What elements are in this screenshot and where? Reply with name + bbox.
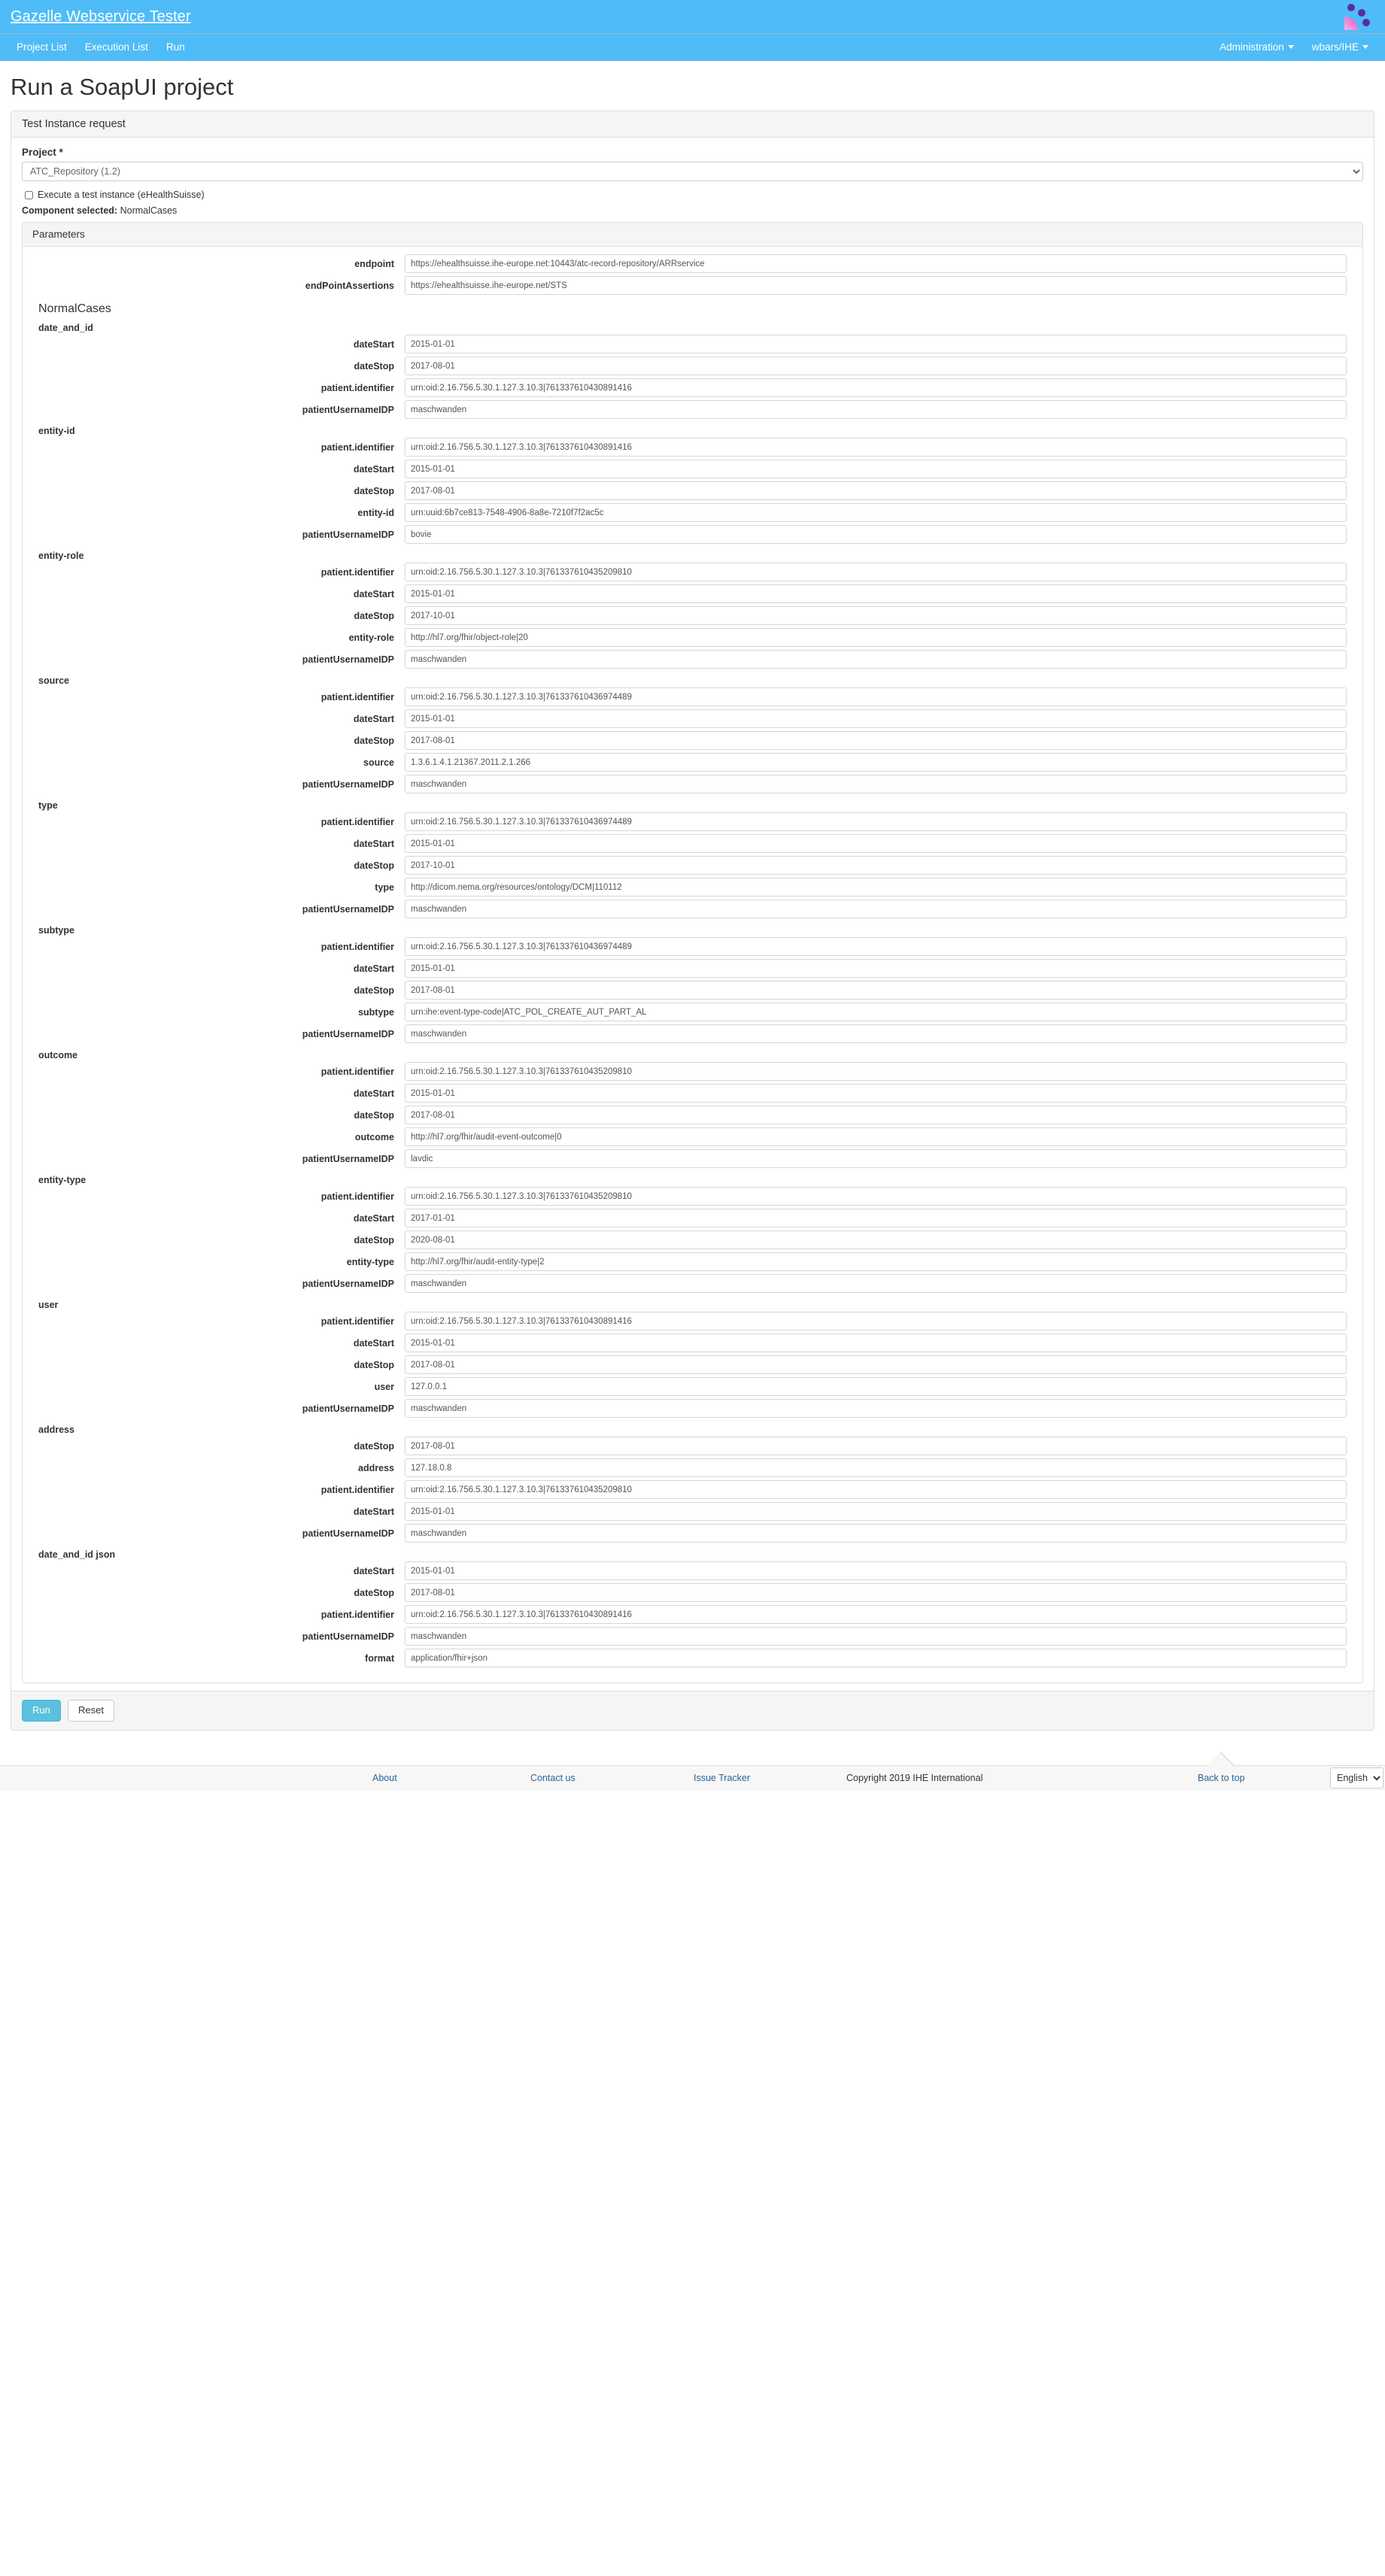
param-input[interactable]: [405, 335, 1347, 353]
param-input[interactable]: [405, 1084, 1347, 1103]
language-select[interactable]: [1330, 1767, 1383, 1789]
param-label: dateStart: [353, 1212, 394, 1224]
param-row: [32, 1084, 1353, 1103]
param-field-wrap: [405, 1649, 1353, 1667]
run-button[interactable]: Run: [22, 1700, 61, 1722]
param-row: [32, 650, 1353, 669]
param-row: [32, 1502, 1353, 1521]
param-field-wrap: [405, 1377, 1353, 1396]
footer-copyright: Copyright 2019 IHE International: [846, 1773, 983, 1784]
param-row: [32, 1605, 1353, 1624]
param-input[interactable]: [405, 1274, 1347, 1293]
param-field-wrap: [405, 878, 1353, 897]
param-field-wrap: [405, 1583, 1353, 1602]
param-row: [32, 1627, 1353, 1646]
nav-administration-label: Administration: [1219, 41, 1284, 53]
param-label: dateStart: [353, 838, 394, 849]
reset-button[interactable]: Reset: [68, 1700, 114, 1722]
param-row: [32, 481, 1353, 500]
param-row: [32, 1649, 1353, 1667]
param-row: [32, 1252, 1353, 1271]
param-label: dateStop: [354, 1587, 394, 1598]
param-label: dateStop: [354, 985, 394, 996]
param-field-wrap: [405, 1003, 1353, 1021]
param-input[interactable]: [405, 753, 1347, 772]
param-row: [32, 753, 1353, 772]
param-label: patient.identifier: [320, 441, 394, 453]
param-input[interactable]: [405, 1583, 1347, 1602]
param-field-wrap: [405, 709, 1353, 728]
param-label: dateStop: [354, 1440, 394, 1452]
param-input[interactable]: [405, 481, 1347, 500]
param-input[interactable]: [405, 628, 1347, 647]
param-label: patientUsernameIDP: [302, 1631, 394, 1642]
param-input[interactable]: [405, 357, 1347, 375]
nav-run[interactable]: Run: [166, 41, 185, 53]
param-label: dateStart: [353, 588, 394, 599]
param-label: user: [374, 1381, 394, 1392]
param-input[interactable]: [405, 584, 1347, 603]
param-input[interactable]: [405, 438, 1347, 457]
param-input[interactable]: [405, 959, 1347, 978]
param-field-wrap: [405, 900, 1353, 918]
back-to-top-arrow-icon: [1207, 1752, 1233, 1766]
param-row: [32, 900, 1353, 918]
param-label: patient.identifier: [320, 691, 394, 702]
param-label: dateStart: [353, 1088, 394, 1099]
param-input[interactable]: [405, 1127, 1347, 1146]
param-row: [32, 1583, 1353, 1602]
param-row: [32, 378, 1353, 397]
param-field-wrap: [405, 357, 1353, 375]
param-label: address: [358, 1462, 394, 1473]
param-label: patientUsernameIDP: [302, 1403, 394, 1414]
param-input[interactable]: [405, 400, 1347, 419]
param-label: patientUsernameIDP: [302, 1153, 394, 1164]
param-input[interactable]: [405, 937, 1347, 956]
param-field-wrap: [405, 731, 1353, 750]
param-label: patient.identifier: [320, 816, 394, 827]
language-select-wrap: [1330, 1767, 1383, 1789]
param-row: [32, 834, 1353, 853]
param-field-wrap: [405, 503, 1353, 522]
param-group-title: entity-type: [38, 1175, 87, 1186]
param-row: [32, 503, 1353, 522]
param-field-wrap: [405, 1437, 1353, 1455]
execute-test-instance-label: Execute a test instance (eHealthSuisse): [38, 190, 205, 201]
page-content: [0, 74, 1385, 1731]
param-input[interactable]: [405, 731, 1347, 750]
param-field-wrap: [405, 460, 1353, 478]
param-label: dateStop: [354, 1109, 394, 1121]
param-row: [32, 525, 1353, 544]
param-input[interactable]: [405, 563, 1347, 581]
param-group-title: user: [38, 1300, 59, 1311]
param-group-title: date_and_id json: [38, 1549, 116, 1561]
param-field-wrap: [405, 1106, 1353, 1124]
param-row: [32, 687, 1353, 706]
param-input[interactable]: [405, 1377, 1347, 1396]
param-label: entity-id: [357, 507, 394, 518]
param-row: [32, 438, 1353, 457]
param-label: dateStop: [354, 1359, 394, 1370]
param-row: [32, 254, 1353, 273]
param-row: [32, 628, 1353, 647]
param-field-wrap: [405, 254, 1353, 273]
param-input[interactable]: [405, 460, 1347, 478]
test-suite-title: NormalCases: [38, 302, 111, 316]
param-row: [32, 1377, 1353, 1396]
footer-back-to-top-link[interactable]: Back to top: [1198, 1773, 1245, 1784]
parameters-body: [23, 247, 1362, 1682]
param-field-wrap: [405, 1084, 1353, 1103]
param-label: dateStop: [354, 1234, 394, 1246]
param-group-title: source: [38, 675, 69, 687]
param-input[interactable]: [405, 606, 1347, 625]
param-field-wrap: [405, 687, 1353, 706]
nav-user-menu-label: wbars/IHE: [1311, 41, 1359, 53]
param-field-wrap: [405, 584, 1353, 603]
param-field-wrap: [405, 1627, 1353, 1646]
param-field-wrap: [405, 1312, 1353, 1330]
param-input[interactable]: [405, 775, 1347, 793]
param-row: [32, 335, 1353, 353]
param-field-wrap: [405, 775, 1353, 793]
param-label: type: [375, 881, 394, 893]
form-actions: [11, 1691, 1374, 1730]
param-input[interactable]: [405, 1149, 1347, 1168]
param-input[interactable]: [405, 1502, 1347, 1521]
param-row: [32, 775, 1353, 793]
param-row: [32, 1003, 1353, 1021]
param-label: dateStart: [353, 1337, 394, 1349]
param-row: [32, 1480, 1353, 1499]
param-row: [32, 1561, 1353, 1580]
param-input[interactable]: [405, 900, 1347, 918]
param-label: dateStart: [353, 338, 394, 350]
param-row: [32, 1024, 1353, 1043]
project-select[interactable]: [22, 162, 1363, 181]
param-input[interactable]: [405, 650, 1347, 669]
param-label: dateStart: [353, 463, 394, 475]
param-row: [32, 981, 1353, 1000]
param-input[interactable]: [405, 276, 1347, 295]
param-group-title: date_and_id: [38, 323, 93, 334]
param-row: [32, 460, 1353, 478]
param-label: dateStart: [353, 1506, 394, 1517]
nav-left-group: [8, 34, 194, 61]
param-row: [32, 1355, 1353, 1374]
param-input[interactable]: [405, 1355, 1347, 1374]
param-field-wrap: [405, 525, 1353, 544]
param-row: [32, 1062, 1353, 1081]
param-field-wrap: [405, 1187, 1353, 1206]
param-label: patient.identifier: [320, 382, 394, 393]
param-field-wrap: [405, 1605, 1353, 1624]
param-label: dateStop: [354, 485, 394, 496]
param-input[interactable]: [405, 1437, 1347, 1455]
component-selected: [22, 205, 1363, 216]
param-field-wrap: [405, 856, 1353, 875]
param-group-title: address: [38, 1425, 74, 1436]
param-label: patient.identifier: [320, 1609, 394, 1620]
param-input[interactable]: [405, 1230, 1347, 1249]
param-field-wrap: [405, 834, 1353, 853]
param-label: endpoint: [354, 258, 394, 269]
panel-heading: Test Instance request: [11, 111, 1374, 138]
nav-right-group: [1210, 34, 1377, 61]
param-label: entity-role: [348, 632, 394, 643]
param-label: subtype: [358, 1006, 394, 1018]
param-field-wrap: [405, 606, 1353, 625]
param-field-wrap: [405, 628, 1353, 647]
param-row: [32, 276, 1353, 295]
param-label: patientUsernameIDP: [302, 1528, 394, 1539]
param-field-wrap: [405, 650, 1353, 669]
param-field-wrap: [405, 400, 1353, 419]
param-label: dateStop: [354, 735, 394, 746]
nav-user-menu[interactable]: [1303, 34, 1377, 61]
param-field-wrap: [405, 1252, 1353, 1271]
param-field-wrap: [405, 1209, 1353, 1227]
execute-test-instance-checkbox[interactable]: [25, 191, 33, 199]
param-input[interactable]: [405, 834, 1347, 853]
param-row: [32, 357, 1353, 375]
param-row: [32, 584, 1353, 603]
param-input[interactable]: [405, 1024, 1347, 1043]
param-group-title: subtype: [38, 925, 74, 936]
param-label: patient.identifier: [320, 941, 394, 952]
param-row: [32, 878, 1353, 897]
param-label: dateStop: [354, 860, 394, 871]
parameters-panel: [22, 222, 1363, 1683]
param-field-wrap: [405, 1062, 1353, 1081]
param-input[interactable]: [405, 1312, 1347, 1330]
param-label: patientUsernameIDP: [302, 529, 394, 540]
param-field-wrap: [405, 753, 1353, 772]
param-group-title: outcome: [38, 1050, 78, 1061]
param-label: patient.identifier: [320, 1191, 394, 1202]
param-input[interactable]: [405, 1480, 1347, 1499]
param-row: [32, 1334, 1353, 1352]
param-row: [32, 1230, 1353, 1249]
param-field-wrap: [405, 1561, 1353, 1580]
param-row: [32, 1106, 1353, 1124]
param-input[interactable]: [405, 1524, 1347, 1543]
param-input[interactable]: [405, 503, 1347, 522]
nav-project-list[interactable]: Project List: [17, 41, 67, 53]
chevron-down-icon: [1288, 45, 1294, 49]
footer-issue-tracker-link[interactable]: Issue Tracker: [694, 1773, 751, 1784]
project-label: Project *: [22, 147, 63, 159]
param-input[interactable]: [405, 1334, 1347, 1352]
param-input[interactable]: [405, 687, 1347, 706]
param-label: dateStop: [354, 360, 394, 372]
param-field-wrap: [405, 1334, 1353, 1352]
page-title: Run a SoapUI project: [11, 74, 234, 100]
param-field-wrap: [405, 438, 1353, 457]
param-field-wrap: [405, 959, 1353, 978]
param-row: [32, 709, 1353, 728]
param-label: patientUsernameIDP: [302, 1028, 394, 1039]
param-label: patientUsernameIDP: [302, 404, 394, 415]
param-input[interactable]: [405, 1187, 1347, 1206]
param-label: patientUsernameIDP: [302, 1278, 394, 1289]
navbar-brand-bar: [0, 0, 1385, 34]
param-label: patientUsernameIDP: [302, 778, 394, 790]
param-input[interactable]: [405, 1627, 1347, 1646]
param-input[interactable]: [405, 254, 1347, 273]
param-row: [32, 937, 1353, 956]
param-label: format: [365, 1652, 394, 1664]
project-select-wrap: [22, 162, 1363, 181]
param-label: entity-type: [346, 1256, 394, 1267]
nav-execution-list[interactable]: Execution List: [84, 41, 148, 53]
param-field-wrap: [405, 812, 1353, 831]
param-field-wrap: [405, 1355, 1353, 1374]
param-row: [32, 563, 1353, 581]
brand-title[interactable]: Gazelle Webservice Tester: [11, 8, 191, 25]
param-group-title: entity-id: [38, 426, 75, 437]
param-row: [32, 1524, 1353, 1543]
param-label: patientUsernameIDP: [302, 654, 394, 665]
param-input[interactable]: [405, 709, 1347, 728]
param-field-wrap: [405, 563, 1353, 581]
param-field-wrap: [405, 1127, 1353, 1146]
param-label: patient.identifier: [320, 1484, 394, 1495]
param-input[interactable]: [405, 1399, 1347, 1418]
gazelle-logo-icon: [1338, 2, 1374, 32]
param-field-wrap: [405, 981, 1353, 1000]
param-row: [32, 606, 1353, 625]
footer-inner: [0, 1766, 1385, 1791]
footer-spacer: [0, 1744, 1385, 1765]
param-group-title: entity-role: [38, 551, 84, 562]
param-input[interactable]: [405, 1649, 1347, 1667]
param-row: [32, 959, 1353, 978]
param-row: [32, 1149, 1353, 1168]
param-input[interactable]: [405, 856, 1347, 875]
execute-test-instance-row[interactable]: [25, 190, 1363, 200]
param-row: [32, 731, 1353, 750]
nav-administration[interactable]: [1210, 34, 1303, 61]
test-instance-request-panel: [11, 111, 1374, 1731]
param-row: [32, 1209, 1353, 1227]
param-input[interactable]: [405, 1003, 1347, 1021]
param-field-wrap: [405, 1399, 1353, 1418]
param-input[interactable]: [405, 878, 1347, 897]
param-label: dateStart: [353, 713, 394, 724]
param-field-wrap: [405, 378, 1353, 397]
param-field-wrap: [405, 1274, 1353, 1293]
param-field-wrap: [405, 1458, 1353, 1477]
param-label: patientUsernameIDP: [302, 903, 394, 915]
param-label: dateStart: [353, 1565, 394, 1576]
param-row: [32, 1312, 1353, 1330]
param-field-wrap: [405, 276, 1353, 295]
parameters-heading: Parameters: [23, 223, 1362, 247]
param-row: [32, 1127, 1353, 1146]
panel-body: [11, 138, 1374, 1691]
navbar-menu-bar: [0, 34, 1385, 61]
param-input[interactable]: [405, 378, 1347, 397]
param-input[interactable]: [405, 981, 1347, 1000]
param-row: [32, 1399, 1353, 1418]
param-input[interactable]: [405, 1209, 1347, 1227]
param-label: source: [363, 757, 394, 768]
param-label: dateStop: [354, 610, 394, 621]
param-row: [32, 1437, 1353, 1455]
param-field-wrap: [405, 1524, 1353, 1543]
component-selected-label: Component selected:: [22, 205, 118, 217]
param-field-wrap: [405, 1230, 1353, 1249]
param-row: [32, 812, 1353, 831]
page-footer: [0, 1765, 1385, 1791]
param-input[interactable]: [405, 812, 1347, 831]
param-row: [32, 1274, 1353, 1293]
param-input[interactable]: [405, 525, 1347, 544]
param-field-wrap: [405, 1502, 1353, 1521]
param-field-wrap: [405, 1149, 1353, 1168]
param-label: patient.identifier: [320, 1315, 394, 1327]
footer-about-link[interactable]: About: [372, 1773, 397, 1784]
param-row: [32, 856, 1353, 875]
param-group-title: type: [38, 800, 58, 812]
param-field-wrap: [405, 481, 1353, 500]
param-row: [32, 1187, 1353, 1206]
param-input[interactable]: [405, 1062, 1347, 1081]
chevron-down-icon: [1362, 45, 1368, 49]
param-label: outcome: [354, 1131, 394, 1142]
param-field-wrap: [405, 1480, 1353, 1499]
param-label: dateStart: [353, 963, 394, 974]
param-field-wrap: [405, 937, 1353, 956]
param-field-wrap: [405, 335, 1353, 353]
param-input[interactable]: [405, 1458, 1347, 1477]
param-input[interactable]: [405, 1106, 1347, 1124]
param-label: patient.identifier: [320, 566, 394, 578]
param-row: [32, 1458, 1353, 1477]
component-selected-value: NormalCases: [120, 205, 178, 217]
param-label: endPointAssertions: [305, 280, 394, 291]
param-label: patient.identifier: [320, 1066, 394, 1077]
param-input[interactable]: [405, 1605, 1347, 1624]
param-row: [32, 400, 1353, 419]
footer-contact-link[interactable]: Contact us: [530, 1773, 576, 1784]
param-input[interactable]: [405, 1561, 1347, 1580]
param-input[interactable]: [405, 1252, 1347, 1271]
param-field-wrap: [405, 1024, 1353, 1043]
